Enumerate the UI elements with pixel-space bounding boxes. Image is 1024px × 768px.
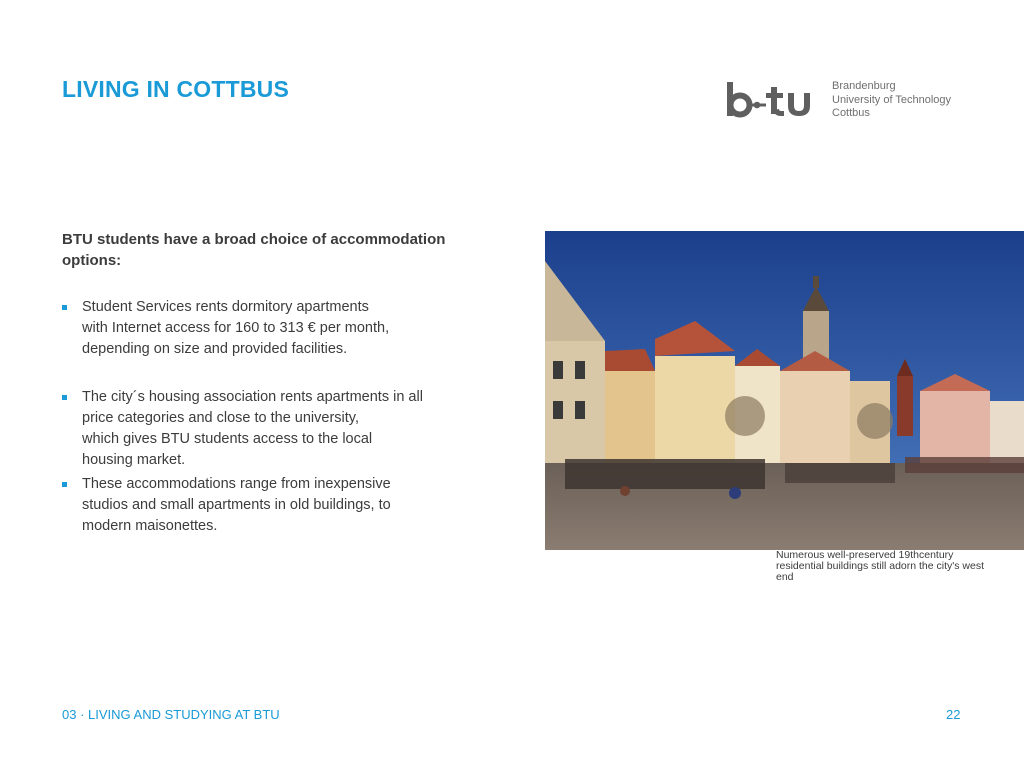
bullet-line: studios and small apartments in old buildings, to (82, 497, 391, 513)
logo-line-1: Brandenburg (832, 80, 896, 92)
btu-logo-mark (724, 80, 824, 124)
logo-line-2: University of Technology (832, 93, 952, 106)
slide-title: LIVING IN COTTBUS (62, 76, 290, 102)
photo-caption (776, 550, 1016, 583)
bullet-line: modern maisonettes. (82, 518, 218, 534)
bullet-line: which gives BTU students access to the local (82, 431, 373, 447)
intro-line-1: BTU students have a broad choice of accommodation (62, 231, 446, 248)
bullet-line: These accommodations range from inexpensive (82, 476, 391, 492)
bullet-line: Student Services rents dormitory apartments (82, 299, 369, 315)
bullet-line: housing market. (82, 452, 186, 468)
bullet-square-icon (62, 395, 67, 400)
btu-logo-text (832, 80, 951, 121)
bullet-item (62, 297, 502, 360)
bullet-square-icon (62, 482, 67, 487)
intro-line-2: options: (62, 252, 122, 269)
town-square-photo (545, 231, 1024, 550)
town-square-illustration (545, 231, 1024, 550)
bullet-line: depending on size and provided facilities. (82, 341, 348, 357)
bullet-line: price categories and close to the university, (82, 410, 359, 426)
page-number: 22 (946, 707, 961, 722)
intro-text (62, 229, 492, 271)
bullet-item (62, 387, 502, 471)
footer-section-label: 03 · LIVING AND STUDYING AT BTU (62, 707, 280, 722)
bullet-line: with Internet access for 160 to 313 € per month, (82, 320, 390, 336)
caption-line: residential buildings still adorn the city's west (776, 560, 985, 572)
logo-line-3: Cottbus (832, 107, 870, 119)
caption-line: end (776, 571, 794, 583)
bullet-list (62, 297, 502, 537)
bullet-line: The city´s housing association rents apartments in all (82, 389, 423, 405)
bullet-square-icon (62, 305, 67, 310)
bullet-item (62, 474, 502, 537)
btu-logo (724, 80, 964, 124)
caption-line: Numerous well-preserved 19thcentury (776, 549, 954, 561)
